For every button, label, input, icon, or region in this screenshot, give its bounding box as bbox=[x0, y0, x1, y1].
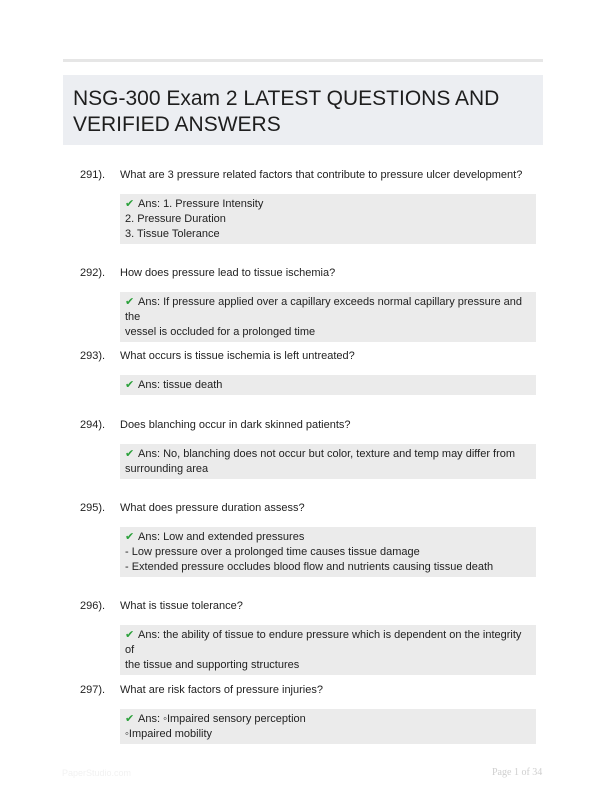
page-title: NSG-300 Exam 2 LATEST QUESTIONS AND VERIFIED ANSWERS bbox=[73, 87, 500, 136]
question-number: 296). bbox=[80, 600, 106, 612]
question-number: 297). bbox=[80, 684, 106, 696]
checkmark-icon: ✔ bbox=[125, 713, 135, 725]
question-number: 291). bbox=[80, 169, 106, 181]
qa-item bbox=[80, 267, 536, 338]
title-banner bbox=[63, 75, 543, 145]
answer-box bbox=[120, 625, 536, 675]
answer-box bbox=[120, 709, 536, 744]
top-divider bbox=[63, 59, 543, 62]
question-text: What is tissue tolerance? bbox=[120, 600, 243, 612]
answer-line: Ans: ◦Impaired sensory perception bbox=[138, 713, 306, 725]
question-text: What are risk factors of pressure injuries? bbox=[120, 684, 323, 696]
answer-line: vessel is occluded for a prolonged time bbox=[125, 326, 316, 338]
answer-line: - Extended pressure occludes blood flow and nutrients causing tissue death bbox=[125, 561, 494, 573]
checkmark-icon: ✔ bbox=[125, 296, 135, 308]
question-text: How does pressure lead to tissue ischemia? bbox=[120, 267, 336, 279]
question-number: 294). bbox=[80, 419, 106, 431]
answer-box bbox=[120, 527, 536, 577]
answer-line: 2. Pressure Duration bbox=[125, 213, 226, 225]
question-text: Does blanching occur in dark skinned patients? bbox=[120, 419, 351, 431]
question-text: What are 3 pressure related factors that contribute to pressure ulcer development? bbox=[120, 169, 523, 181]
checkmark-icon: ✔ bbox=[125, 531, 135, 543]
question-number: 295). bbox=[80, 502, 106, 514]
qa-item bbox=[80, 350, 536, 391]
answer-line: Ans: 1. Pressure Intensity bbox=[138, 198, 264, 210]
qa-item bbox=[80, 600, 536, 671]
qa-item bbox=[80, 419, 536, 475]
qa-item bbox=[80, 502, 536, 573]
answer-line: - Low pressure over a prolonged time causes tissue damage bbox=[125, 546, 420, 558]
checkmark-icon: ✔ bbox=[125, 379, 135, 391]
question-number: 293). bbox=[80, 350, 106, 362]
answer-line: ◦Impaired mobility bbox=[125, 728, 213, 740]
question-number: 292). bbox=[80, 267, 106, 279]
qa-item bbox=[80, 684, 536, 740]
answer-line: 3. Tissue Tolerance bbox=[125, 228, 220, 240]
checkmark-icon: ✔ bbox=[125, 448, 135, 460]
answer-box bbox=[120, 194, 536, 244]
answer-line: Ans: tissue death bbox=[138, 379, 223, 391]
answer-line: surrounding area bbox=[125, 463, 209, 475]
answer-box bbox=[120, 292, 536, 342]
checkmark-icon: ✔ bbox=[125, 198, 135, 210]
question-text: What occurs is tissue ischemia is left untreated? bbox=[120, 350, 355, 362]
qa-item bbox=[80, 169, 536, 240]
answer-line: Ans: If pressure applied over a capillary exceeds normal capillary pressure and the bbox=[125, 296, 522, 323]
page-number: Page 1 of 34 bbox=[492, 767, 543, 778]
answer-box bbox=[120, 444, 536, 479]
footer-watermark: PaperStudio.com bbox=[62, 768, 132, 778]
answer-line: Ans: the ability of tissue to endure pressure which is dependent on the integrity of bbox=[125, 629, 522, 656]
question-text: What does pressure duration assess? bbox=[120, 502, 305, 514]
answer-box bbox=[120, 375, 536, 395]
answer-line: Ans: Low and extended pressures bbox=[138, 531, 305, 543]
answer-line: Ans: No, blanching does not occur but color, texture and temp may differ from bbox=[138, 448, 516, 460]
answer-line: the tissue and supporting structures bbox=[125, 659, 300, 671]
checkmark-icon: ✔ bbox=[125, 629, 135, 641]
